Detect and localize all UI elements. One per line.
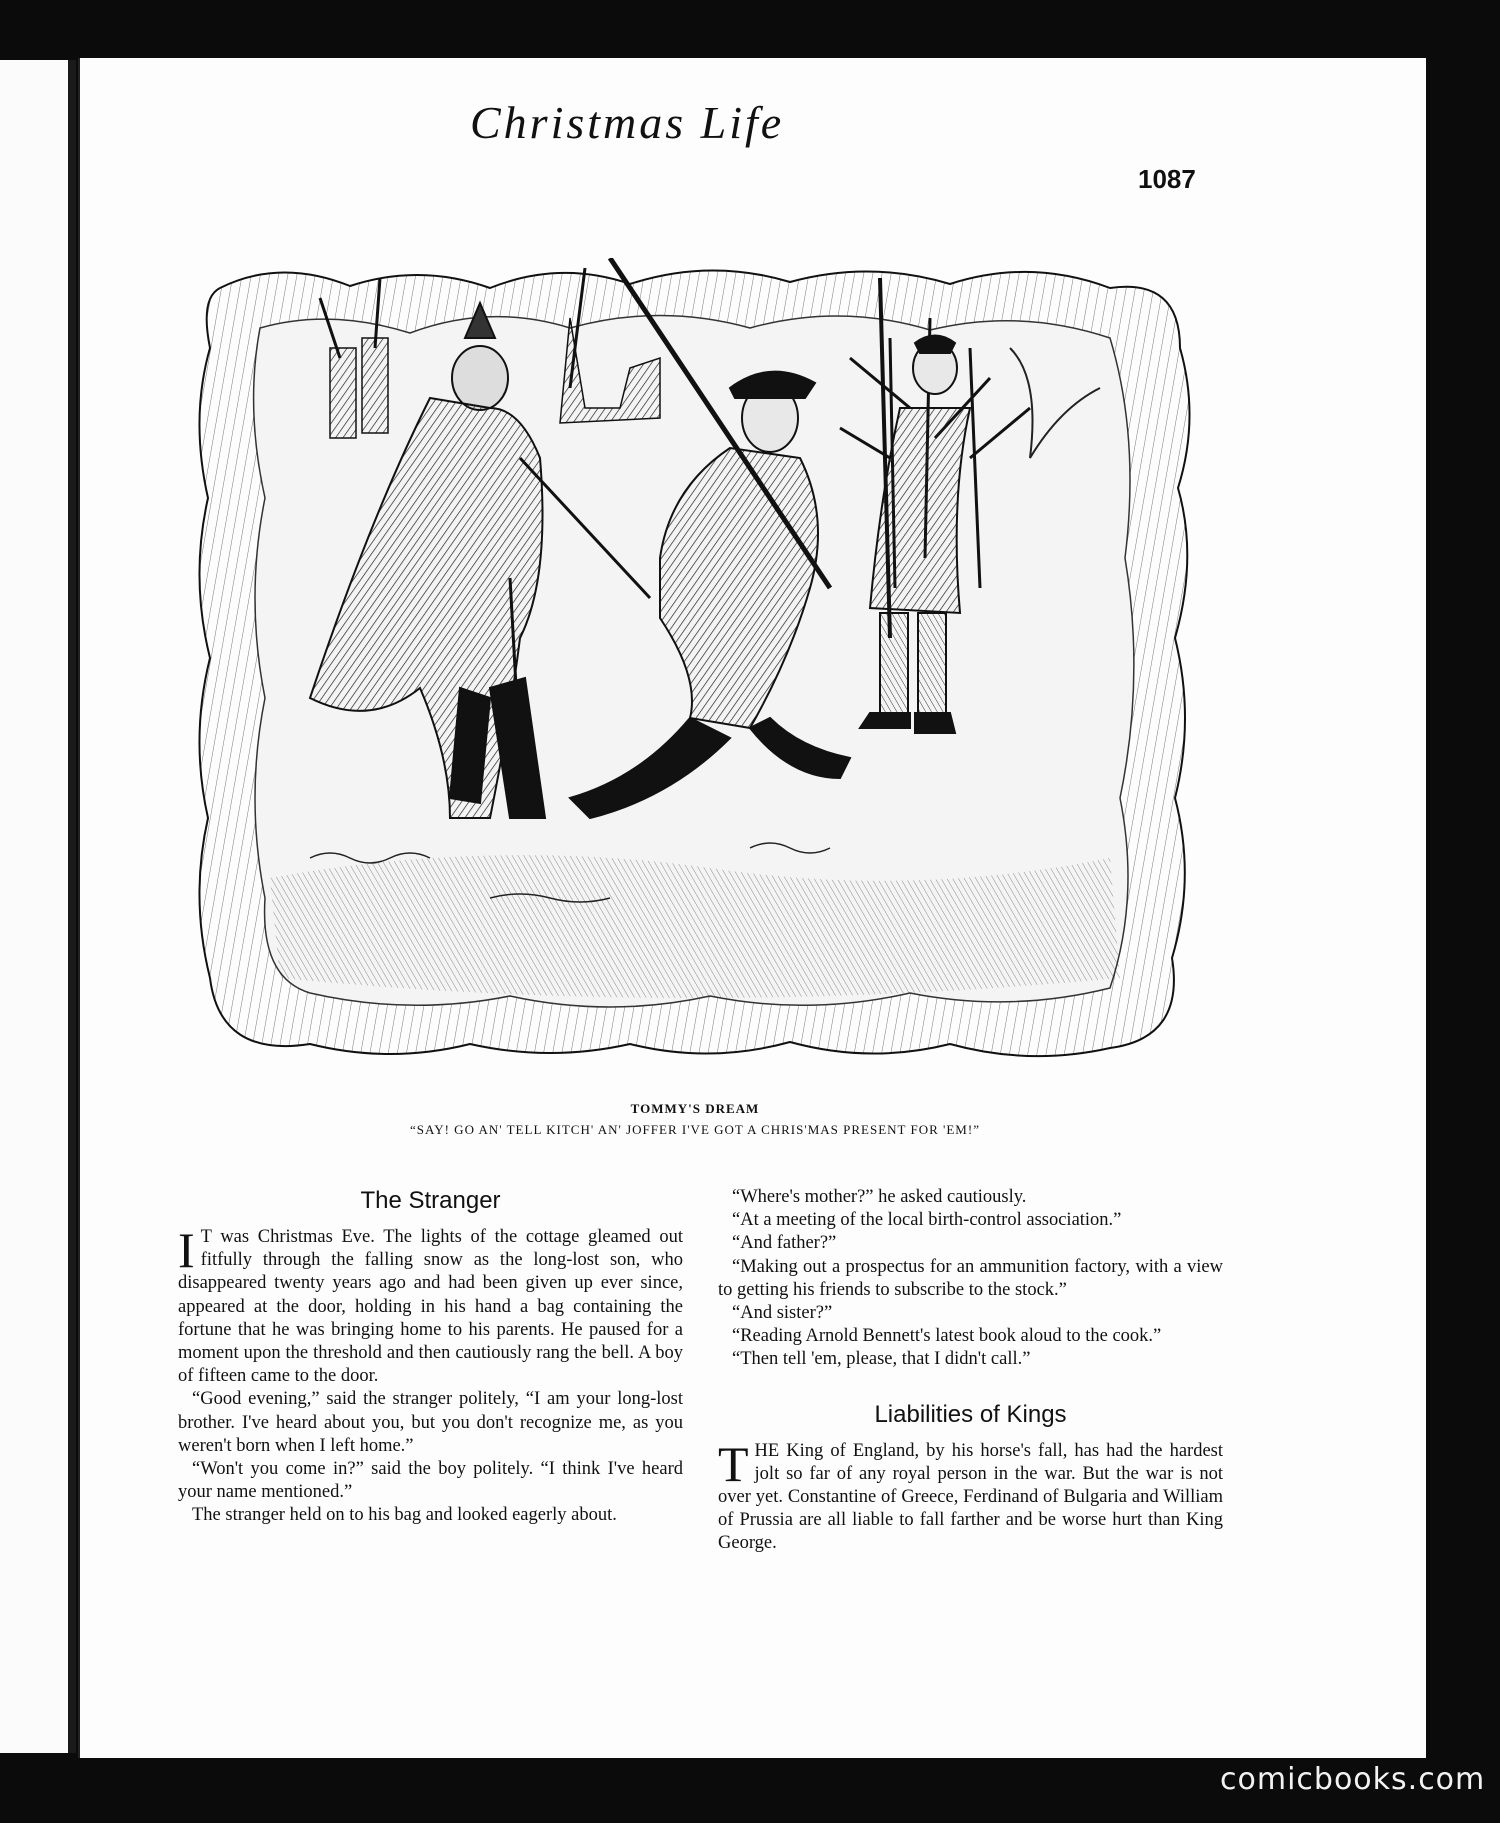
dialog-line: “And father?” [732,1233,837,1254]
page-number: 1087 [1138,164,1196,194]
drop-cap: T [718,1435,749,1492]
dialog-line: “And sister?” [732,1303,833,1324]
article-column-right [718,1186,1223,1556]
article-heading-stranger: The Stranger [360,1187,501,1214]
dialog-line: “Where's mother?” he asked cautiously. [732,1187,1027,1207]
illustration-caption-title: TOMMY'S DREAM [630,1101,760,1116]
drop-cap: I [178,1222,195,1278]
dialog-line: “At a meeting of the local birth-control association.” [732,1210,1122,1231]
article-paragraph: “Won't you come in?” said the boy politely. “I think I've heard your name mentioned.” [178,1459,683,1503]
site-watermark: comicbooks.com [1220,1762,1486,1797]
illustration-caption-quote: “SAY! GO AN' TELL KITCH' AN' JOFFER I'VE GOT A CHRIS'MAS PRESENT FOR 'EM!” [410,1122,980,1137]
dialog-line: “Then tell 'em, please, that I didn't call.” [732,1349,1031,1370]
cartoon-illustration [190,258,1200,1066]
dialog-line: “Making out a prospectus for an ammunition factory, with a view to getting his friends to subscribe to the stock.” [718,1256,1223,1300]
paragraph-text: T was Christmas Eve. The lights of the cottage gleamed out fitfully through the falling snow as the long-lost son, who disappeared twenty years ago and had been given up ever since, appeared at the door, holding in his hand a bag containing the fortune that he was bringing home to his parents. He paused for a moment upon the threshold and then cautiously rang the bell. A boy of fifteen came to the door. [178,1227,683,1387]
article-paragraph [718,1435,1223,1556]
book-gutter [68,60,76,1753]
article-column-left [178,1186,683,1528]
running-header: Christmas Life [470,97,785,148]
paragraph-text: HE King of England, by his horse's fall, has had the hardest jolt so far of any royal person in the war. But the war is not over yet. Constantine of Greece, Ferdinand of Bulgaria and William of Prussia are all liable to fall farther and be worse hurt than King George. [718,1440,1223,1554]
article-paragraph [178,1222,683,1388]
dialog-line: “Reading Arnold Bennett's latest book aloud to the cook.” [732,1326,1162,1347]
facing-page-edge [0,60,74,1753]
article-paragraph: “Good evening,” said the stranger politely, “I am your long-lost brother. I've heard about you, but you don't recognize me, as you weren't born when I left home.” [178,1389,683,1456]
article-paragraph: The stranger held on to his bag and looked eagerly about. [192,1505,617,1526]
article-heading-kings: Liabilities of Kings [874,1400,1067,1428]
